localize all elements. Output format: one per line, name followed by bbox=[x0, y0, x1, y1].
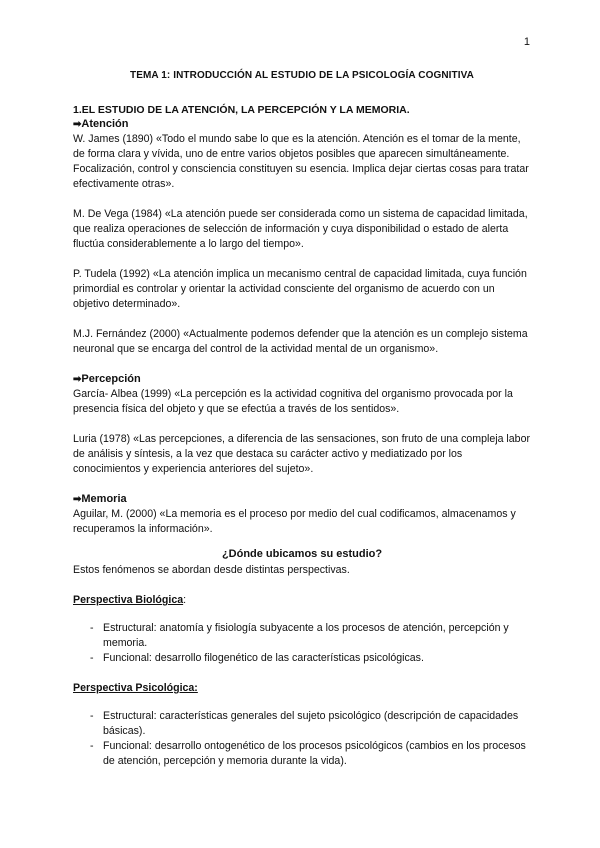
arrow-icon: ➡ bbox=[73, 374, 82, 385]
biologica-list bbox=[73, 621, 531, 666]
donde-intro: Estos fenómenos se abordan desde distintas perspectivas. bbox=[73, 564, 350, 576]
dash-bullet: - bbox=[90, 622, 94, 634]
memoria-heading bbox=[73, 492, 531, 507]
dash-bullet: - bbox=[90, 740, 94, 752]
section-title: 1.EL ESTUDIO DE LA ATENCIÓN, LA PERCEPCIÓN Y LA MEMORIA. bbox=[73, 104, 410, 116]
biologica-estructural: Estructural: anatomía y fisiología subyacente a los procesos de atención, percepción y memoria. bbox=[103, 622, 509, 649]
page-content bbox=[73, 70, 531, 769]
percepcion-paragraph-garcia: García- Albea (1999) «La percepción es la actividad cognitiva del organismo provocada por la presencia física del objeto y que se efectúa a través de los sentidos». bbox=[73, 388, 513, 415]
document-title: TEMA 1: INTRODUCCIÓN AL ESTUDIO DE LA PSICOLOGÍA COGNITIVA bbox=[130, 70, 474, 81]
atencion-heading-label: Atención bbox=[81, 118, 129, 130]
biologica-funcional: Funcional: desarrollo filogenético de las características psicológicas. bbox=[103, 652, 424, 664]
atencion-paragraph-james: W. James (1890) «Todo el mundo sabe lo que es la atención. Atención es el tomar de la mente, de forma clara y vívida, uno de entre varios objetos posibles que aparecen simultáneamente. Focalización, control y consciencia constituyen su esencia. Implica dejar ciertas cosas para tratar efectivamente otras». bbox=[73, 133, 529, 190]
atencion-paragraph-fernandez: M.J. Fernández (2000) «Actualmente podemos defender que la atención es un complejo sistema neuronal que se encarga del control de la actividad mental de un organismo». bbox=[73, 328, 528, 355]
page-number: 1 bbox=[523, 36, 530, 48]
atencion-heading bbox=[73, 117, 531, 132]
percepcion-heading bbox=[73, 372, 531, 387]
memoria-heading-label: Memoria bbox=[81, 493, 127, 505]
percepcion-paragraph-luria: Luria (1978) «Las percepciones, a diferencia de las sensaciones, son fruto de una compleja labor de análisis y síntesis, a la vez que destaca su carácter activo y mediatizado por los conocimientos y experiencia anteriores del sujeto». bbox=[73, 433, 530, 475]
list-item bbox=[73, 739, 531, 769]
memoria-paragraph-aguilar: Aguilar, M. (2000) «La memoria es el proceso por medio del cual codificamos, almacenamos y recuperamos la información». bbox=[73, 508, 516, 535]
perspectiva-psicologica-heading: Perspectiva Psicológica: bbox=[73, 682, 198, 694]
perspectiva-biologica-heading bbox=[73, 593, 531, 608]
atencion-paragraph-tudela: P. Tudela (1992) «La atención implica un mecanismo central de capacidad limitada, cuya función primordial es controlar y orientar la actividad consciente del organismo de acuerdo con un objetivo determinado». bbox=[73, 268, 527, 310]
list-item bbox=[73, 621, 531, 651]
dash-bullet: - bbox=[90, 652, 94, 664]
psicologica-list bbox=[73, 709, 531, 769]
arrow-icon: ➡ bbox=[73, 494, 82, 505]
atencion-paragraph-devega: M. De Vega (1984) «La atención puede ser considerada como un sistema de capacidad limitada, que realiza operaciones de selección de información y cuya disponibilidad o estado de alerta fluctúa considerablemente a lo largo del tiempo». bbox=[73, 208, 528, 250]
percepcion-heading-label: Percepción bbox=[81, 373, 141, 385]
dash-bullet: - bbox=[90, 710, 94, 722]
list-item bbox=[73, 651, 531, 666]
donde-heading: ¿Dónde ubicamos su estudio? bbox=[221, 548, 383, 560]
perspectiva-biologica-label: Perspectiva Biológica bbox=[73, 594, 184, 606]
psicologica-estructural: Estructural: características generales del sujeto psicológico (descripción de capacidades básicas). bbox=[103, 710, 519, 737]
psicologica-funcional: Funcional: desarrollo ontogenético de los procesos psicológicos (cambios en los procesos de atención, percepción y memoria durante la vida). bbox=[103, 740, 526, 767]
arrow-icon: ➡ bbox=[73, 119, 82, 130]
perspectiva-biologica-colon: : bbox=[183, 594, 187, 606]
list-item bbox=[73, 709, 531, 739]
